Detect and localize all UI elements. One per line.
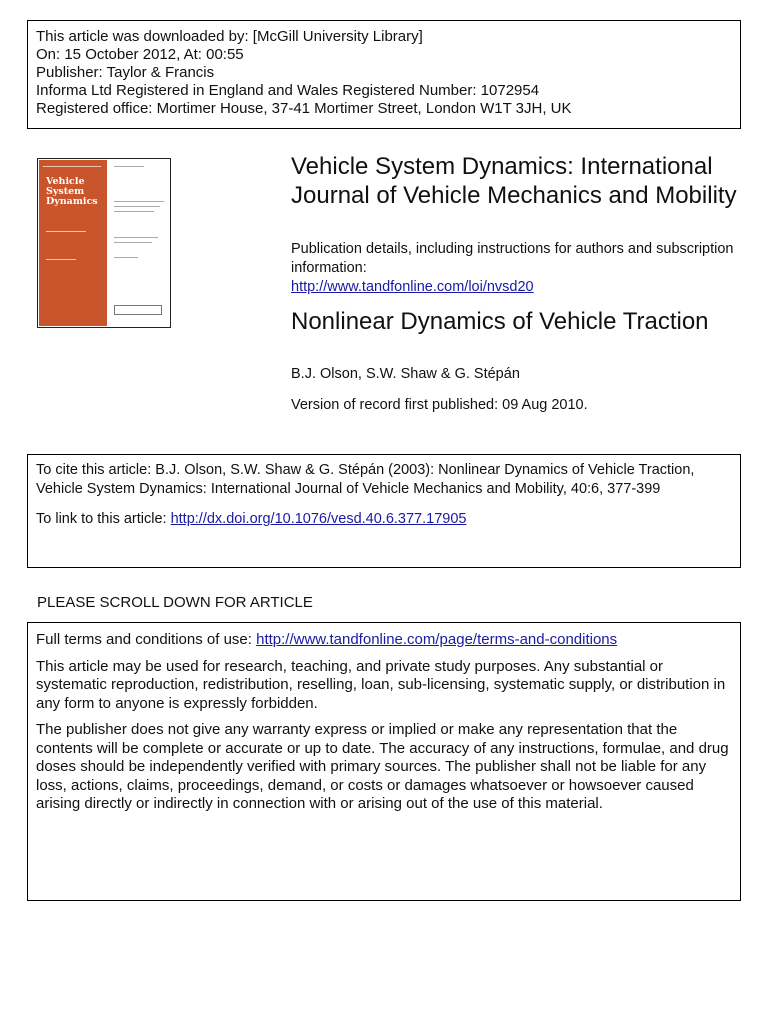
article-link-label: To link to this article: <box>36 511 167 527</box>
download-info-box <box>27 20 741 129</box>
cover-decoration <box>114 237 158 238</box>
cover-decoration <box>43 166 101 167</box>
article-title: Nonlinear Dynamics of Vehicle Traction <box>291 308 709 335</box>
download-info-line: Informa Ltd Registered in England and Wales Registered Number: 1072954 <box>36 82 540 99</box>
cover-decoration <box>114 211 154 212</box>
cover-decoration <box>46 259 76 260</box>
article-link-line <box>36 510 732 529</box>
journal-cover-image <box>37 158 171 328</box>
terms-line <box>36 631 732 650</box>
download-info-line: Publisher: Taylor & Francis <box>36 64 215 81</box>
terms-paragraph: This article may be used for research, teaching, and private study purposes. Any substantial or systematic reproduction, redistribution, reselling, loan, sub-licensing, systematic supply, or distribution in any form to anyone is expressly forbidden. <box>36 657 726 712</box>
citation-box <box>27 454 741 568</box>
article-authors: B.J. Olson, S.W. Shaw & G. Stépán <box>291 366 520 382</box>
download-info-line: On: 15 October 2012, At: 00:55 <box>36 46 244 63</box>
doi-link[interactable]: http://dx.doi.org/10.1076/vesd.40.6.377.17905 <box>170 511 467 527</box>
cover-decoration <box>46 231 86 232</box>
cover-decoration <box>114 257 138 258</box>
journal-title: Vehicle System Dynamics: International Journal of Vehicle Mechanics and Mobility <box>291 153 737 209</box>
publisher-logo-icon <box>114 305 162 315</box>
terms-label: Full terms and conditions of use: <box>36 631 252 648</box>
journal-url-link[interactable]: http://www.tandfonline.com/loi/nvsd20 <box>291 279 534 295</box>
citation-text: To cite this article: B.J. Olson, S.W. Shaw & G. Stépán (2003): Nonlinear Dynamics of Vehicle Traction, Vehicle System Dynamics: International Journal of Vehicle Mechanics and Mobility, 40:6, 377-399 <box>36 462 695 497</box>
publication-details <box>291 240 741 297</box>
terms-link[interactable]: http://www.tandfonline.com/page/terms-and-conditions <box>256 631 618 648</box>
terms-box <box>27 622 741 901</box>
publication-details-text: Publication details, including instructions for authors and subscription information: <box>291 241 734 276</box>
cover-decoration <box>114 201 164 202</box>
cover-title: Vehicle System Dynamics <box>46 176 98 207</box>
scroll-notice: PLEASE SCROLL DOWN FOR ARTICLE <box>37 594 313 611</box>
terms-paragraph: The publisher does not give any warranty express or implied or make any representation that the contents will be complete or accurate or up to date. The accuracy of any instructions, formulae, and drug doses should be independently verified with primary sources. The publisher shall not be liable for any loss, actions, claims, proceedings, demand, or costs or damages whatsoever or howsoever caused arising directly or indirectly in connection with or arising out of the use of this material. <box>36 721 729 812</box>
cover-decoration <box>114 206 160 207</box>
cover-decoration <box>114 242 152 243</box>
cover-decoration <box>114 166 144 167</box>
download-info-line: This article was downloaded by: [McGill University Library] <box>36 28 423 45</box>
download-info-line: Registered office: Mortimer House, 37-41 Mortimer Street, London W1T 3JH, UK <box>36 100 572 117</box>
version-of-record: Version of record first published: 09 Aug 2010. <box>291 397 588 413</box>
